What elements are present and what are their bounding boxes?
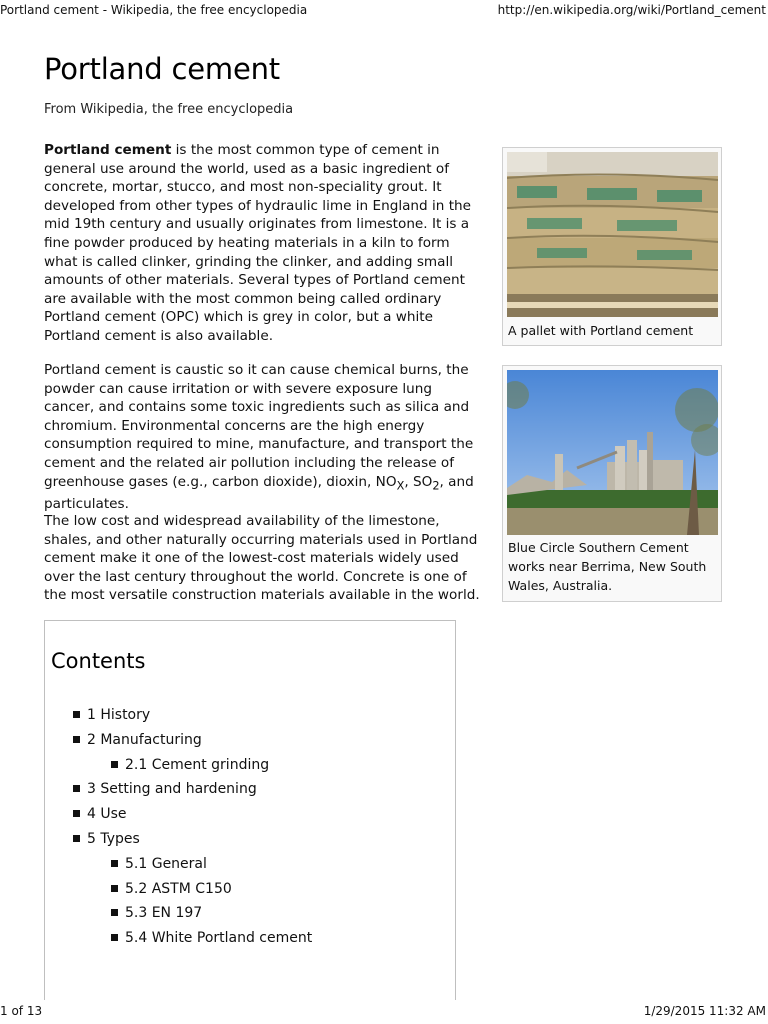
subscript: 2 [432, 478, 440, 493]
paragraph-text: , SO [404, 473, 433, 490]
toc-item-white-portland-cement[interactable] [45, 928, 455, 953]
bullet-icon [111, 909, 118, 916]
bullet-icon [73, 835, 80, 842]
intro-paragraph-3: The low cost and widespread availability of the limestone, shales, and other naturally occurring materials used in Portland cement make it one of the lowest-cost materials widely used over the last century throughout the world. Concrete is one of the most versatile construction materials available in the world. [44, 513, 480, 604]
toc-item-general[interactable] [45, 854, 455, 879]
toc-item-label[interactable]: 2.1 Cement grinding [125, 756, 270, 773]
subscript: X [396, 478, 405, 493]
intro-paragraph-2 [44, 361, 484, 513]
image-caption: A pallet with Portland cement [508, 323, 694, 338]
toc-item-label[interactable]: 3 Setting and hardening [87, 781, 257, 798]
toc-heading: Contents [51, 649, 146, 673]
cement-bags-photo-graphic [507, 152, 718, 317]
cement-bags-photo[interactable] [507, 152, 718, 317]
toc-item-label[interactable]: 5.1 General [125, 855, 207, 872]
toc-item-label[interactable]: 2 Manufacturing [87, 731, 202, 748]
toc-item-types[interactable] [45, 829, 455, 854]
toc-item-history[interactable] [45, 705, 455, 730]
image-thumbnail-cement-works[interactable] [502, 365, 722, 602]
toc-item-setting-hardening[interactable] [45, 779, 455, 804]
toc-list [45, 705, 455, 953]
paragraph-text: is the most common type of cement in general use around the world, used as a basic ingredient of concrete, mortar, stucco, and most non-speciality grout. It developed from other types of hydraulic lime in England in the mid 19th century and usually originates from limestone. It is a fine powder produced by heating materials in a kiln to form what is called clinker, grinding the clinker, and adding small amounts of other materials. Several types of Portland cement are available with the most common being called ordinary Portland cement (OPC) which is grey in color, but a white Portland cement is also available. [44, 142, 472, 344]
page-counter: 1 of 13 [0, 1004, 43, 1018]
toc-item-en-197[interactable] [45, 903, 455, 928]
toc-item-use[interactable] [45, 804, 455, 829]
cement-works-photo-graphic [507, 370, 718, 535]
print-header-url[interactable]: http://en.wikipedia.org/wiki/Portland_cement [497, 3, 766, 17]
cement-works-photo[interactable] [507, 370, 718, 535]
bullet-icon [111, 761, 118, 768]
print-timestamp: 1/29/2015 11:32 AM [643, 1004, 766, 1018]
paragraph-text: , and particulates. [44, 473, 474, 512]
paragraph-text: Portland cement is caustic so it can cause chemical burns, the powder can cause irritation or with severe exposure lung cancer, and contains some toxic ingredients such as silica and chromium. Environmental concerns are the high energy consumption required to mine, manufacture, and transport the cement and the related air pollution including the release of greenhouse gases (e.g., carbon dioxide), dioxin, NO [44, 362, 474, 490]
bullet-icon [73, 711, 80, 718]
bullet-icon [73, 810, 80, 817]
table-of-contents [44, 620, 456, 1000]
bullet-icon [111, 885, 118, 892]
toc-item-cement-grinding[interactable] [45, 755, 455, 780]
bullet-icon [111, 934, 118, 941]
bullet-icon [73, 736, 80, 743]
bullet-icon [111, 860, 118, 867]
toc-item-label[interactable]: 5 Types [87, 830, 140, 847]
toc-item-label[interactable]: 5.2 ASTM C150 [125, 880, 232, 897]
intro-paragraph-1 [44, 141, 484, 346]
print-header-title: Portland cement - Wikipedia, the free encyclopedia [0, 3, 308, 17]
page-title: Portland cement [44, 52, 280, 86]
site-tagline: From Wikipedia, the free encyclopedia [44, 102, 294, 117]
toc-item-label[interactable]: 4 Use [87, 806, 127, 823]
toc-item-label[interactable]: 5.4 White Portland cement [125, 930, 313, 947]
toc-item-astm-c150[interactable] [45, 879, 455, 904]
bullet-icon [73, 785, 80, 792]
image-thumbnail-cement-pallet[interactable] [502, 147, 722, 346]
image-caption: Blue Circle Southern Cement works near Berrima, New South Wales, Australia. [508, 540, 707, 593]
bold-term: Portland cement [44, 142, 172, 158]
toc-item-label[interactable]: 5.3 EN 197 [125, 905, 203, 922]
toc-item-manufacturing[interactable] [45, 730, 455, 755]
toc-item-label[interactable]: 1 History [87, 707, 151, 723]
